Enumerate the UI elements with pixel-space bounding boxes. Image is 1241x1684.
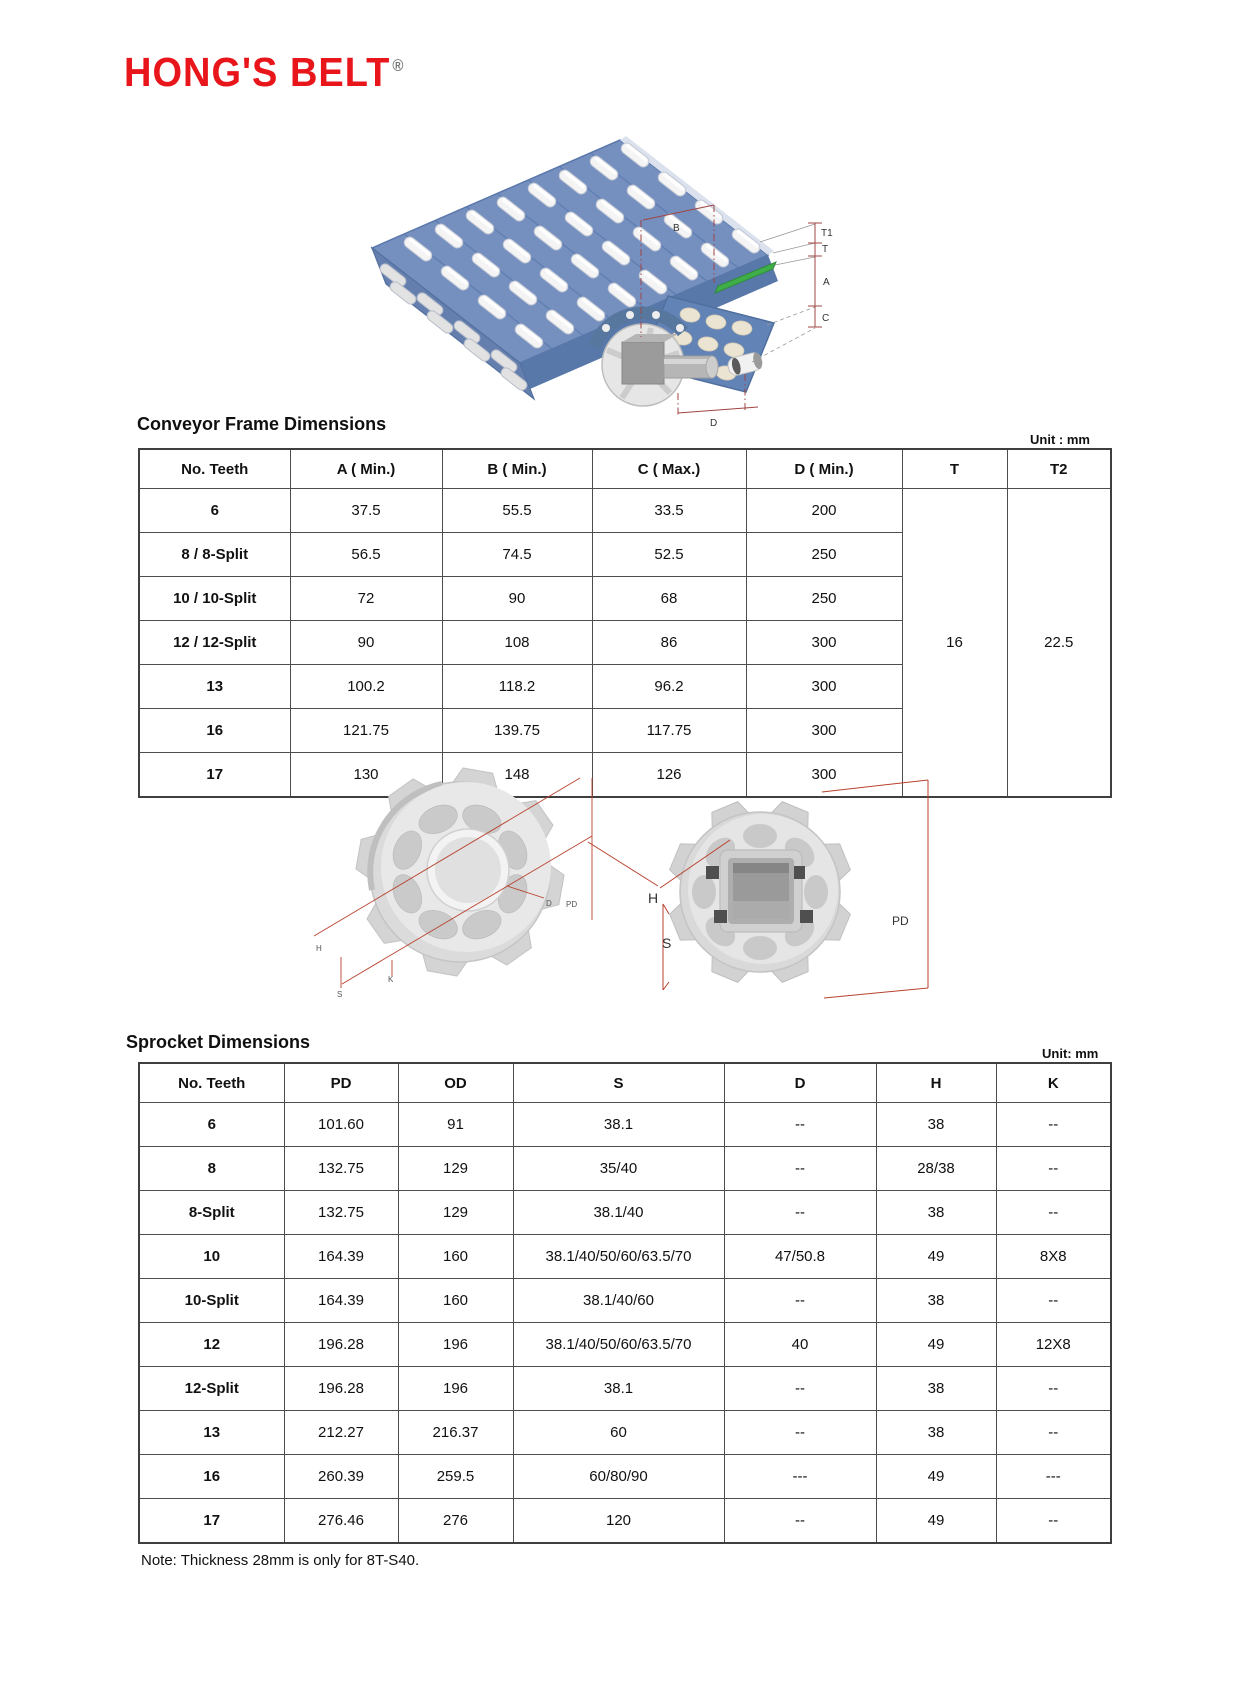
- data-cell: 47/50.8: [724, 1235, 876, 1279]
- data-cell: 35/40: [513, 1147, 724, 1191]
- row-header-cell: 12 / 12-Split: [139, 621, 290, 665]
- table-row: [139, 1279, 1111, 1323]
- data-cell: 148: [442, 753, 592, 798]
- data-cell: 212.27: [284, 1411, 398, 1455]
- data-cell: --: [996, 1147, 1111, 1191]
- table-row: [139, 1147, 1111, 1191]
- data-cell: 100.2: [290, 665, 442, 709]
- data-cell: --: [724, 1279, 876, 1323]
- brand-logo: [124, 50, 404, 96]
- table-row: [139, 1063, 1111, 1103]
- sprocket-table-body: [139, 1103, 1111, 1544]
- data-cell: 121.75: [290, 709, 442, 753]
- data-cell: 160: [398, 1235, 513, 1279]
- table-row: [139, 489, 1111, 533]
- row-header-cell: 16: [139, 709, 290, 753]
- row-header-cell: 12: [139, 1323, 284, 1367]
- frame-table-body: [139, 489, 1111, 798]
- data-cell: 276: [398, 1499, 513, 1544]
- data-cell: --: [724, 1103, 876, 1147]
- data-cell: 160: [398, 1279, 513, 1323]
- data-cell: --: [996, 1279, 1111, 1323]
- data-cell: --: [996, 1411, 1111, 1455]
- frame-unit-label: Unit : mm: [1030, 432, 1090, 447]
- col-header: PD: [284, 1063, 398, 1103]
- drum-hub: [622, 342, 664, 384]
- data-cell: 196.28: [284, 1367, 398, 1411]
- data-cell: 38: [876, 1103, 996, 1147]
- row-header-cell: 8: [139, 1147, 284, 1191]
- data-cell: 74.5: [442, 533, 592, 577]
- data-cell: 196.28: [284, 1323, 398, 1367]
- data-cell: 8X8: [996, 1235, 1111, 1279]
- col-header: S: [513, 1063, 724, 1103]
- data-cell: 129: [398, 1147, 513, 1191]
- dim-label-c: C: [822, 313, 830, 324]
- data-cell: --: [724, 1499, 876, 1544]
- row-header-cell: 10: [139, 1235, 284, 1279]
- data-cell: 49: [876, 1455, 996, 1499]
- sprocket-square-bore: [667, 799, 853, 985]
- data-cell: 38: [876, 1191, 996, 1235]
- data-cell: 129: [398, 1191, 513, 1235]
- sprocket-table-header: [139, 1063, 1111, 1103]
- col-header: T: [902, 449, 1007, 489]
- data-cell: --: [996, 1191, 1111, 1235]
- data-cell: 38.1/40/60: [513, 1279, 724, 1323]
- data-cell: 91: [398, 1103, 513, 1147]
- row-header-cell: 10-Split: [139, 1279, 284, 1323]
- col-header: D ( Min.): [746, 449, 902, 489]
- data-cell: --: [996, 1499, 1111, 1544]
- data-cell: 118.2: [442, 665, 592, 709]
- data-cell: 164.39: [284, 1279, 398, 1323]
- col-header: A ( Min.): [290, 449, 442, 489]
- dim-label-d: D: [546, 899, 552, 908]
- table-row: [139, 1499, 1111, 1544]
- frame-table-header: [139, 449, 1111, 489]
- data-cell: 164.39: [284, 1235, 398, 1279]
- col-header: K: [996, 1063, 1111, 1103]
- row-header-cell: 13: [139, 1411, 284, 1455]
- sprocket-dimensions-table: [138, 1062, 1112, 1544]
- dim-label-s: S: [662, 935, 672, 951]
- sprocket-illustrations: [280, 752, 940, 1002]
- row-header-cell: 13: [139, 665, 290, 709]
- merged-cell: 22.5: [1007, 489, 1111, 798]
- dim-label-t1: T1: [821, 228, 833, 239]
- data-cell: 120: [513, 1499, 724, 1544]
- row-header-cell: 10 / 10-Split: [139, 577, 290, 621]
- table-row: [139, 449, 1111, 489]
- data-cell: 216.37: [398, 1411, 513, 1455]
- data-cell: 300: [746, 753, 902, 798]
- data-cell: 276.46: [284, 1499, 398, 1544]
- data-cell: 132.75: [284, 1147, 398, 1191]
- row-header-cell: 17: [139, 1499, 284, 1544]
- dim-label-d: D: [710, 418, 718, 429]
- sprocket-unit-label: Unit: mm: [1042, 1046, 1099, 1061]
- data-cell: 90: [442, 577, 592, 621]
- data-cell: 40: [724, 1323, 876, 1367]
- data-cell: 38.1: [513, 1103, 724, 1147]
- data-cell: 117.75: [592, 709, 746, 753]
- table-row: [139, 1367, 1111, 1411]
- data-cell: --: [724, 1147, 876, 1191]
- shaft-cap: [706, 356, 718, 378]
- data-cell: --: [724, 1411, 876, 1455]
- data-cell: 300: [746, 621, 902, 665]
- data-cell: ---: [724, 1455, 876, 1499]
- table-row: [139, 1191, 1111, 1235]
- table-row: [139, 1103, 1111, 1147]
- row-header-cell: 8 / 8-Split: [139, 533, 290, 577]
- data-cell: 38: [876, 1367, 996, 1411]
- dim-label-k: K: [388, 975, 394, 984]
- table-row: [139, 1323, 1111, 1367]
- data-cell: 37.5: [290, 489, 442, 533]
- data-cell: 33.5: [592, 489, 746, 533]
- footnote: Note: Thickness 28mm is only for 8T-S40.: [141, 1552, 420, 1569]
- data-cell: 60/80/90: [513, 1455, 724, 1499]
- data-cell: 101.60: [284, 1103, 398, 1147]
- col-header: No. Teeth: [139, 1063, 284, 1103]
- data-cell: 60: [513, 1411, 724, 1455]
- data-cell: 90: [290, 621, 442, 665]
- col-header: T2: [1007, 449, 1111, 489]
- data-cell: 72: [290, 577, 442, 621]
- data-cell: 38.1/40/50/60/63.5/70: [513, 1323, 724, 1367]
- col-header: B ( Min.): [442, 449, 592, 489]
- data-cell: 49: [876, 1323, 996, 1367]
- data-cell: 196: [398, 1323, 513, 1367]
- row-header-cell: 6: [139, 489, 290, 533]
- data-cell: 38.1/40: [513, 1191, 724, 1235]
- shaft-highlight: [664, 359, 712, 364]
- data-cell: 55.5: [442, 489, 592, 533]
- sprocket-section-title: Sprocket Dimensions: [126, 1032, 311, 1052]
- data-cell: 300: [746, 665, 902, 709]
- data-cell: 250: [746, 577, 902, 621]
- data-cell: 38: [876, 1411, 996, 1455]
- merged-cell: 16: [902, 489, 1007, 798]
- data-cell: 196: [398, 1367, 513, 1411]
- table-row: [139, 1411, 1111, 1455]
- col-header: C ( Max.): [592, 449, 746, 489]
- col-header: No. Teeth: [139, 449, 290, 489]
- data-cell: 300: [746, 709, 902, 753]
- row-header-cell: 16: [139, 1455, 284, 1499]
- frame-dimensions-table: [138, 448, 1112, 798]
- row-header-cell: 6: [139, 1103, 284, 1147]
- data-cell: ---: [996, 1455, 1111, 1499]
- data-cell: 49: [876, 1499, 996, 1544]
- data-cell: 28/38: [876, 1147, 996, 1191]
- data-cell: 68: [592, 577, 746, 621]
- data-cell: 38: [876, 1279, 996, 1323]
- dim-label-a: A: [823, 277, 830, 288]
- row-header-cell: 12-Split: [139, 1367, 284, 1411]
- data-cell: 56.5: [290, 533, 442, 577]
- frame-section-title: Conveyor Frame Dimensions: [137, 414, 387, 434]
- dim-label-h: H: [648, 890, 659, 906]
- col-header: D: [724, 1063, 876, 1103]
- data-cell: 132.75: [284, 1191, 398, 1235]
- data-cell: 259.5: [398, 1455, 513, 1499]
- data-cell: 86: [592, 621, 746, 665]
- table-row: [139, 1235, 1111, 1279]
- data-cell: 200: [746, 489, 902, 533]
- row-header-cell: 8-Split: [139, 1191, 284, 1235]
- dim-label-s: S: [337, 990, 343, 999]
- data-cell: 260.39: [284, 1455, 398, 1499]
- registered-mark: ®: [392, 57, 405, 76]
- data-cell: 126: [592, 753, 746, 798]
- data-cell: 96.2: [592, 665, 746, 709]
- data-cell: 139.75: [442, 709, 592, 753]
- dim-label-pd: PD: [566, 900, 578, 909]
- data-cell: 38.1: [513, 1367, 724, 1411]
- col-header: H: [876, 1063, 996, 1103]
- sprocket-round-bore: [354, 766, 565, 977]
- data-cell: 250: [746, 533, 902, 577]
- data-cell: 12X8: [996, 1323, 1111, 1367]
- data-cell: --: [996, 1103, 1111, 1147]
- row-header-cell: 17: [139, 753, 290, 798]
- dim-label-t: T: [822, 244, 829, 255]
- data-cell: 49: [876, 1235, 996, 1279]
- conveyor-belt-illustration: [360, 112, 840, 434]
- data-cell: --: [724, 1191, 876, 1235]
- dim-label-pd: PD: [892, 914, 909, 928]
- dim-label-b: B: [673, 223, 680, 234]
- dim-label-h: H: [316, 944, 322, 953]
- data-cell: --: [724, 1367, 876, 1411]
- data-cell: 38.1/40/50/60/63.5/70: [513, 1235, 724, 1279]
- brand-logo-text: HONG'S BELT: [124, 50, 391, 96]
- col-header: OD: [398, 1063, 513, 1103]
- table-row: [139, 1455, 1111, 1499]
- data-cell: 108: [442, 621, 592, 665]
- data-cell: 52.5: [592, 533, 746, 577]
- data-cell: 130: [290, 753, 442, 798]
- data-cell: --: [996, 1367, 1111, 1411]
